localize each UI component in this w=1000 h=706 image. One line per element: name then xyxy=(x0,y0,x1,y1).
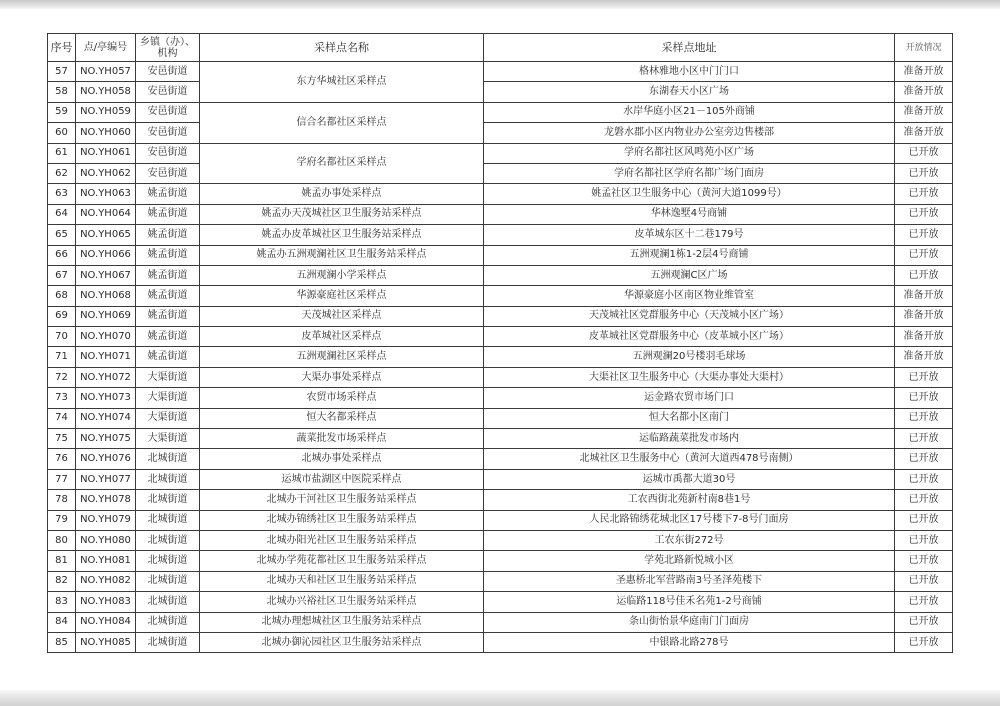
cell-seq: 74 xyxy=(48,408,76,428)
cell-seq: 64 xyxy=(48,204,76,224)
cell-status: 已开放 xyxy=(895,449,953,469)
cell-code: NO.YH077 xyxy=(76,469,136,489)
cell-site-name: 运城市盐湖区中医院采样点 xyxy=(200,469,484,489)
cell-seq: 78 xyxy=(48,490,76,510)
cell-address: 大渠社区卫生服务中心（大渠办事处大渠村） xyxy=(484,367,895,387)
cell-address: 天茂城社区党群服务中心（天茂城小区广场） xyxy=(484,306,895,326)
scan-top-edge xyxy=(0,0,1000,9)
cell-status: 已开放 xyxy=(895,408,953,428)
cell-status: 准备开放 xyxy=(895,102,953,122)
cell-address: 运临路蔬菜批发市场内 xyxy=(484,429,895,449)
cell-address: 学府名都社区风鸣苑小区广场 xyxy=(484,143,895,163)
cell-seq: 84 xyxy=(48,612,76,632)
cell-status: 准备开放 xyxy=(895,82,953,102)
cell-seq: 57 xyxy=(48,62,76,82)
table-row xyxy=(48,143,953,163)
cell-town: 北城街道 xyxy=(136,571,200,591)
cell-code: NO.YH085 xyxy=(76,632,136,652)
cell-code: NO.YH066 xyxy=(76,245,136,265)
cell-site-name: 学府名都社区采样点 xyxy=(200,143,484,184)
cell-status: 已开放 xyxy=(895,367,953,387)
cell-status: 已开放 xyxy=(895,265,953,285)
cell-address: 五洲观澜1栋1-2层4号商铺 xyxy=(484,245,895,265)
cell-address: 姚孟社区卫生服务中心（黄河大道1099号） xyxy=(484,184,895,204)
cell-seq: 80 xyxy=(48,530,76,550)
table-row xyxy=(48,571,953,591)
table-row xyxy=(48,327,953,347)
table-row xyxy=(48,530,953,550)
cell-town: 大渠街道 xyxy=(136,388,200,408)
table-row xyxy=(48,510,953,530)
cell-site-name: 北城办锦绣社区卫生服务站采样点 xyxy=(200,510,484,530)
cell-seq: 73 xyxy=(48,388,76,408)
cell-address: 学苑北路新悦城小区 xyxy=(484,551,895,571)
cell-code: NO.YH062 xyxy=(76,163,136,183)
cell-seq: 83 xyxy=(48,592,76,612)
cell-seq: 68 xyxy=(48,286,76,306)
cell-status: 已开放 xyxy=(895,163,953,183)
cell-site-name: 信合名都社区采样点 xyxy=(200,102,484,143)
cell-code: NO.YH078 xyxy=(76,490,136,510)
cell-code: NO.YH082 xyxy=(76,571,136,591)
table-body xyxy=(48,62,953,653)
cell-town: 安邑街道 xyxy=(136,123,200,143)
cell-code: NO.YH074 xyxy=(76,408,136,428)
cell-town: 北城街道 xyxy=(136,632,200,652)
cell-status: 已开放 xyxy=(895,490,953,510)
cell-town: 姚孟街道 xyxy=(136,225,200,245)
cell-address: 工农西街北苑新村南8巷1号 xyxy=(484,490,895,510)
cell-code: NO.YH068 xyxy=(76,286,136,306)
cell-seq: 66 xyxy=(48,245,76,265)
cell-address: 皮革城东区十二巷179号 xyxy=(484,225,895,245)
cell-code: NO.YH081 xyxy=(76,551,136,571)
header-town: 乡镇（办）、机构 xyxy=(136,34,200,62)
cell-town: 姚孟街道 xyxy=(136,347,200,367)
cell-code: NO.YH060 xyxy=(76,123,136,143)
cell-site-name: 北城办天和社区卫生服务站采样点 xyxy=(200,571,484,591)
cell-town: 安邑街道 xyxy=(136,62,200,82)
table-row xyxy=(48,632,953,652)
cell-code: NO.YH083 xyxy=(76,592,136,612)
header-name: 采样点名称 xyxy=(200,34,484,62)
cell-code: NO.YH057 xyxy=(76,62,136,82)
cell-status: 已开放 xyxy=(895,204,953,224)
cell-status: 已开放 xyxy=(895,592,953,612)
cell-address: 条山街怡景华庭南门门面房 xyxy=(484,612,895,632)
table-row xyxy=(48,306,953,326)
cell-status: 已开放 xyxy=(895,530,953,550)
cell-seq: 65 xyxy=(48,225,76,245)
table-row xyxy=(48,449,953,469)
cell-address: 恒大名都小区南门 xyxy=(484,408,895,428)
cell-status: 已开放 xyxy=(895,388,953,408)
scan-bottom-edge xyxy=(0,690,1000,706)
table-row xyxy=(48,490,953,510)
cell-status: 已开放 xyxy=(895,143,953,163)
table-row xyxy=(48,286,953,306)
cell-town: 姚孟街道 xyxy=(136,265,200,285)
cell-code: NO.YH064 xyxy=(76,204,136,224)
cell-town: 姚孟街道 xyxy=(136,204,200,224)
header-status: 开放情况 xyxy=(895,34,953,62)
cell-site-name: 五洲观澜小学采样点 xyxy=(200,265,484,285)
table-row xyxy=(48,225,953,245)
cell-seq: 72 xyxy=(48,367,76,387)
cell-site-name: 东方华城社区采样点 xyxy=(200,62,484,103)
cell-town: 北城街道 xyxy=(136,530,200,550)
table-row xyxy=(48,82,953,102)
table-row xyxy=(48,469,953,489)
cell-code: NO.YH069 xyxy=(76,306,136,326)
cell-seq: 81 xyxy=(48,551,76,571)
cell-seq: 76 xyxy=(48,449,76,469)
cell-town: 姚孟街道 xyxy=(136,245,200,265)
cell-code: NO.YH065 xyxy=(76,225,136,245)
cell-address: 华源豪庭小区南区物业维管室 xyxy=(484,286,895,306)
cell-seq: 79 xyxy=(48,510,76,530)
table-row xyxy=(48,367,953,387)
cell-site-name: 姚孟办皮革城社区卫生服务站采样点 xyxy=(200,225,484,245)
header-address: 采样点地址 xyxy=(484,34,895,62)
cell-address: 学府名都社区学府名都广场门面房 xyxy=(484,163,895,183)
cell-code: NO.YH076 xyxy=(76,449,136,469)
cell-seq: 77 xyxy=(48,469,76,489)
cell-site-name: 北城办理想城社区卫生服务站采样点 xyxy=(200,612,484,632)
cell-status: 准备开放 xyxy=(895,62,953,82)
table-row xyxy=(48,388,953,408)
cell-site-name: 北城办学苑花都社区卫生服务站采样点 xyxy=(200,551,484,571)
cell-site-name: 北城办兴裕社区卫生服务站采样点 xyxy=(200,592,484,612)
cell-address: 运临路118号佳禾名苑1-2号商铺 xyxy=(484,592,895,612)
table-row xyxy=(48,551,953,571)
cell-status: 已开放 xyxy=(895,571,953,591)
cell-town: 大渠街道 xyxy=(136,429,200,449)
cell-town: 姚孟街道 xyxy=(136,286,200,306)
cell-town: 姚孟街道 xyxy=(136,306,200,326)
table-row xyxy=(48,102,953,122)
cell-code: NO.YH084 xyxy=(76,612,136,632)
cell-seq: 69 xyxy=(48,306,76,326)
header-code: 点/亭编号 xyxy=(76,34,136,62)
table-row xyxy=(48,62,953,82)
cell-town: 大渠街道 xyxy=(136,367,200,387)
cell-status: 已开放 xyxy=(895,225,953,245)
cell-town: 北城街道 xyxy=(136,551,200,571)
table-row xyxy=(48,245,953,265)
table-row xyxy=(48,592,953,612)
cell-status: 已开放 xyxy=(895,551,953,571)
table-row xyxy=(48,408,953,428)
cell-site-name: 姚孟办天茂城社区卫生服务站采样点 xyxy=(200,204,484,224)
cell-site-name: 大渠办事处采样点 xyxy=(200,367,484,387)
cell-town: 安邑街道 xyxy=(136,163,200,183)
cell-seq: 58 xyxy=(48,82,76,102)
cell-town: 姚孟街道 xyxy=(136,184,200,204)
cell-seq: 85 xyxy=(48,632,76,652)
table-row xyxy=(48,429,953,449)
cell-status: 准备开放 xyxy=(895,306,953,326)
cell-town: 北城街道 xyxy=(136,510,200,530)
cell-site-name: 北城办事处采样点 xyxy=(200,449,484,469)
cell-code: NO.YH067 xyxy=(76,265,136,285)
cell-code: NO.YH071 xyxy=(76,347,136,367)
cell-town: 安邑街道 xyxy=(136,143,200,163)
cell-status: 已开放 xyxy=(895,184,953,204)
cell-code: NO.YH070 xyxy=(76,327,136,347)
cell-site-name: 北城办干河社区卫生服务站采样点 xyxy=(200,490,484,510)
cell-seq: 82 xyxy=(48,571,76,591)
cell-seq: 62 xyxy=(48,163,76,183)
header-seq: 序号 xyxy=(48,34,76,62)
cell-town: 姚孟街道 xyxy=(136,327,200,347)
cell-site-name: 姚孟办事处采样点 xyxy=(200,184,484,204)
cell-status: 已开放 xyxy=(895,510,953,530)
cell-seq: 61 xyxy=(48,143,76,163)
cell-town: 北城街道 xyxy=(136,612,200,632)
cell-code: NO.YH080 xyxy=(76,530,136,550)
cell-site-name: 皮革城社区采样点 xyxy=(200,327,484,347)
cell-status: 已开放 xyxy=(895,245,953,265)
cell-site-name: 华源豪庭社区采样点 xyxy=(200,286,484,306)
table-row xyxy=(48,347,953,367)
cell-address: 皮革城社区党群服务中心（皮革城小区广场） xyxy=(484,327,895,347)
cell-site-name: 恒大名都采样点 xyxy=(200,408,484,428)
cell-address: 运城市禹都大道30号 xyxy=(484,469,895,489)
cell-town: 安邑街道 xyxy=(136,102,200,122)
cell-code: NO.YH061 xyxy=(76,143,136,163)
cell-site-name: 天茂城社区采样点 xyxy=(200,306,484,326)
table-row xyxy=(48,204,953,224)
cell-seq: 60 xyxy=(48,123,76,143)
cell-status: 已开放 xyxy=(895,612,953,632)
cell-status: 准备开放 xyxy=(895,347,953,367)
cell-site-name: 五洲观澜社区采样点 xyxy=(200,347,484,367)
cell-code: NO.YH073 xyxy=(76,388,136,408)
table-row xyxy=(48,612,953,632)
cell-town: 北城街道 xyxy=(136,469,200,489)
cell-site-name: 蔬菜批发市场采样点 xyxy=(200,429,484,449)
table-row xyxy=(48,265,953,285)
table-header xyxy=(48,34,953,62)
cell-status: 已开放 xyxy=(895,429,953,449)
cell-address: 人民北路锦绣花城北区17号楼下7-8号门面房 xyxy=(484,510,895,530)
cell-address: 五洲观澜20号楼羽毛球场 xyxy=(484,347,895,367)
cell-code: NO.YH079 xyxy=(76,510,136,530)
cell-address: 圣惠桥北军营路南3号圣泽苑楼下 xyxy=(484,571,895,591)
sampling-site-table xyxy=(47,33,953,653)
cell-town: 安邑街道 xyxy=(136,82,200,102)
cell-code: NO.YH072 xyxy=(76,367,136,387)
cell-address: 华林逸墅4号商铺 xyxy=(484,204,895,224)
cell-address: 格林雅地小区中门门口 xyxy=(484,62,895,82)
cell-site-name: 北城办阳光社区卫生服务站采样点 xyxy=(200,530,484,550)
cell-site-name: 农贸市场采样点 xyxy=(200,388,484,408)
cell-town: 大渠街道 xyxy=(136,408,200,428)
cell-status: 准备开放 xyxy=(895,327,953,347)
cell-site-name: 姚孟办五洲观澜社区卫生服务站采样点 xyxy=(200,245,484,265)
cell-seq: 63 xyxy=(48,184,76,204)
cell-address: 北城社区卫生服务中心（黄河大道西478号南侧） xyxy=(484,449,895,469)
cell-seq: 70 xyxy=(48,327,76,347)
cell-address: 东湖春天小区广场 xyxy=(484,82,895,102)
cell-town: 北城街道 xyxy=(136,449,200,469)
cell-seq: 75 xyxy=(48,429,76,449)
cell-seq: 59 xyxy=(48,102,76,122)
table-row xyxy=(48,123,953,143)
cell-address: 工农东街272号 xyxy=(484,530,895,550)
cell-status: 准备开放 xyxy=(895,123,953,143)
cell-status: 准备开放 xyxy=(895,286,953,306)
cell-seq: 71 xyxy=(48,347,76,367)
cell-status: 已开放 xyxy=(895,632,953,652)
cell-status: 已开放 xyxy=(895,469,953,489)
cell-address: 运金路农贸市场门口 xyxy=(484,388,895,408)
cell-address: 龙磐水郡小区内物业办公室旁边售楼部 xyxy=(484,123,895,143)
cell-seq: 67 xyxy=(48,265,76,285)
cell-code: NO.YH063 xyxy=(76,184,136,204)
cell-town: 北城街道 xyxy=(136,592,200,612)
cell-code: NO.YH075 xyxy=(76,429,136,449)
cell-address: 中银路北路278号 xyxy=(484,632,895,652)
cell-address: 水岸华庭小区21－105外商铺 xyxy=(484,102,895,122)
cell-code: NO.YH058 xyxy=(76,82,136,102)
cell-code: NO.YH059 xyxy=(76,102,136,122)
cell-site-name: 北城办御沁园社区卫生服务站采样点 xyxy=(200,632,484,652)
cell-town: 北城街道 xyxy=(136,490,200,510)
table-row xyxy=(48,163,953,183)
table-row xyxy=(48,184,953,204)
cell-address: 五洲观澜C区广场 xyxy=(484,265,895,285)
